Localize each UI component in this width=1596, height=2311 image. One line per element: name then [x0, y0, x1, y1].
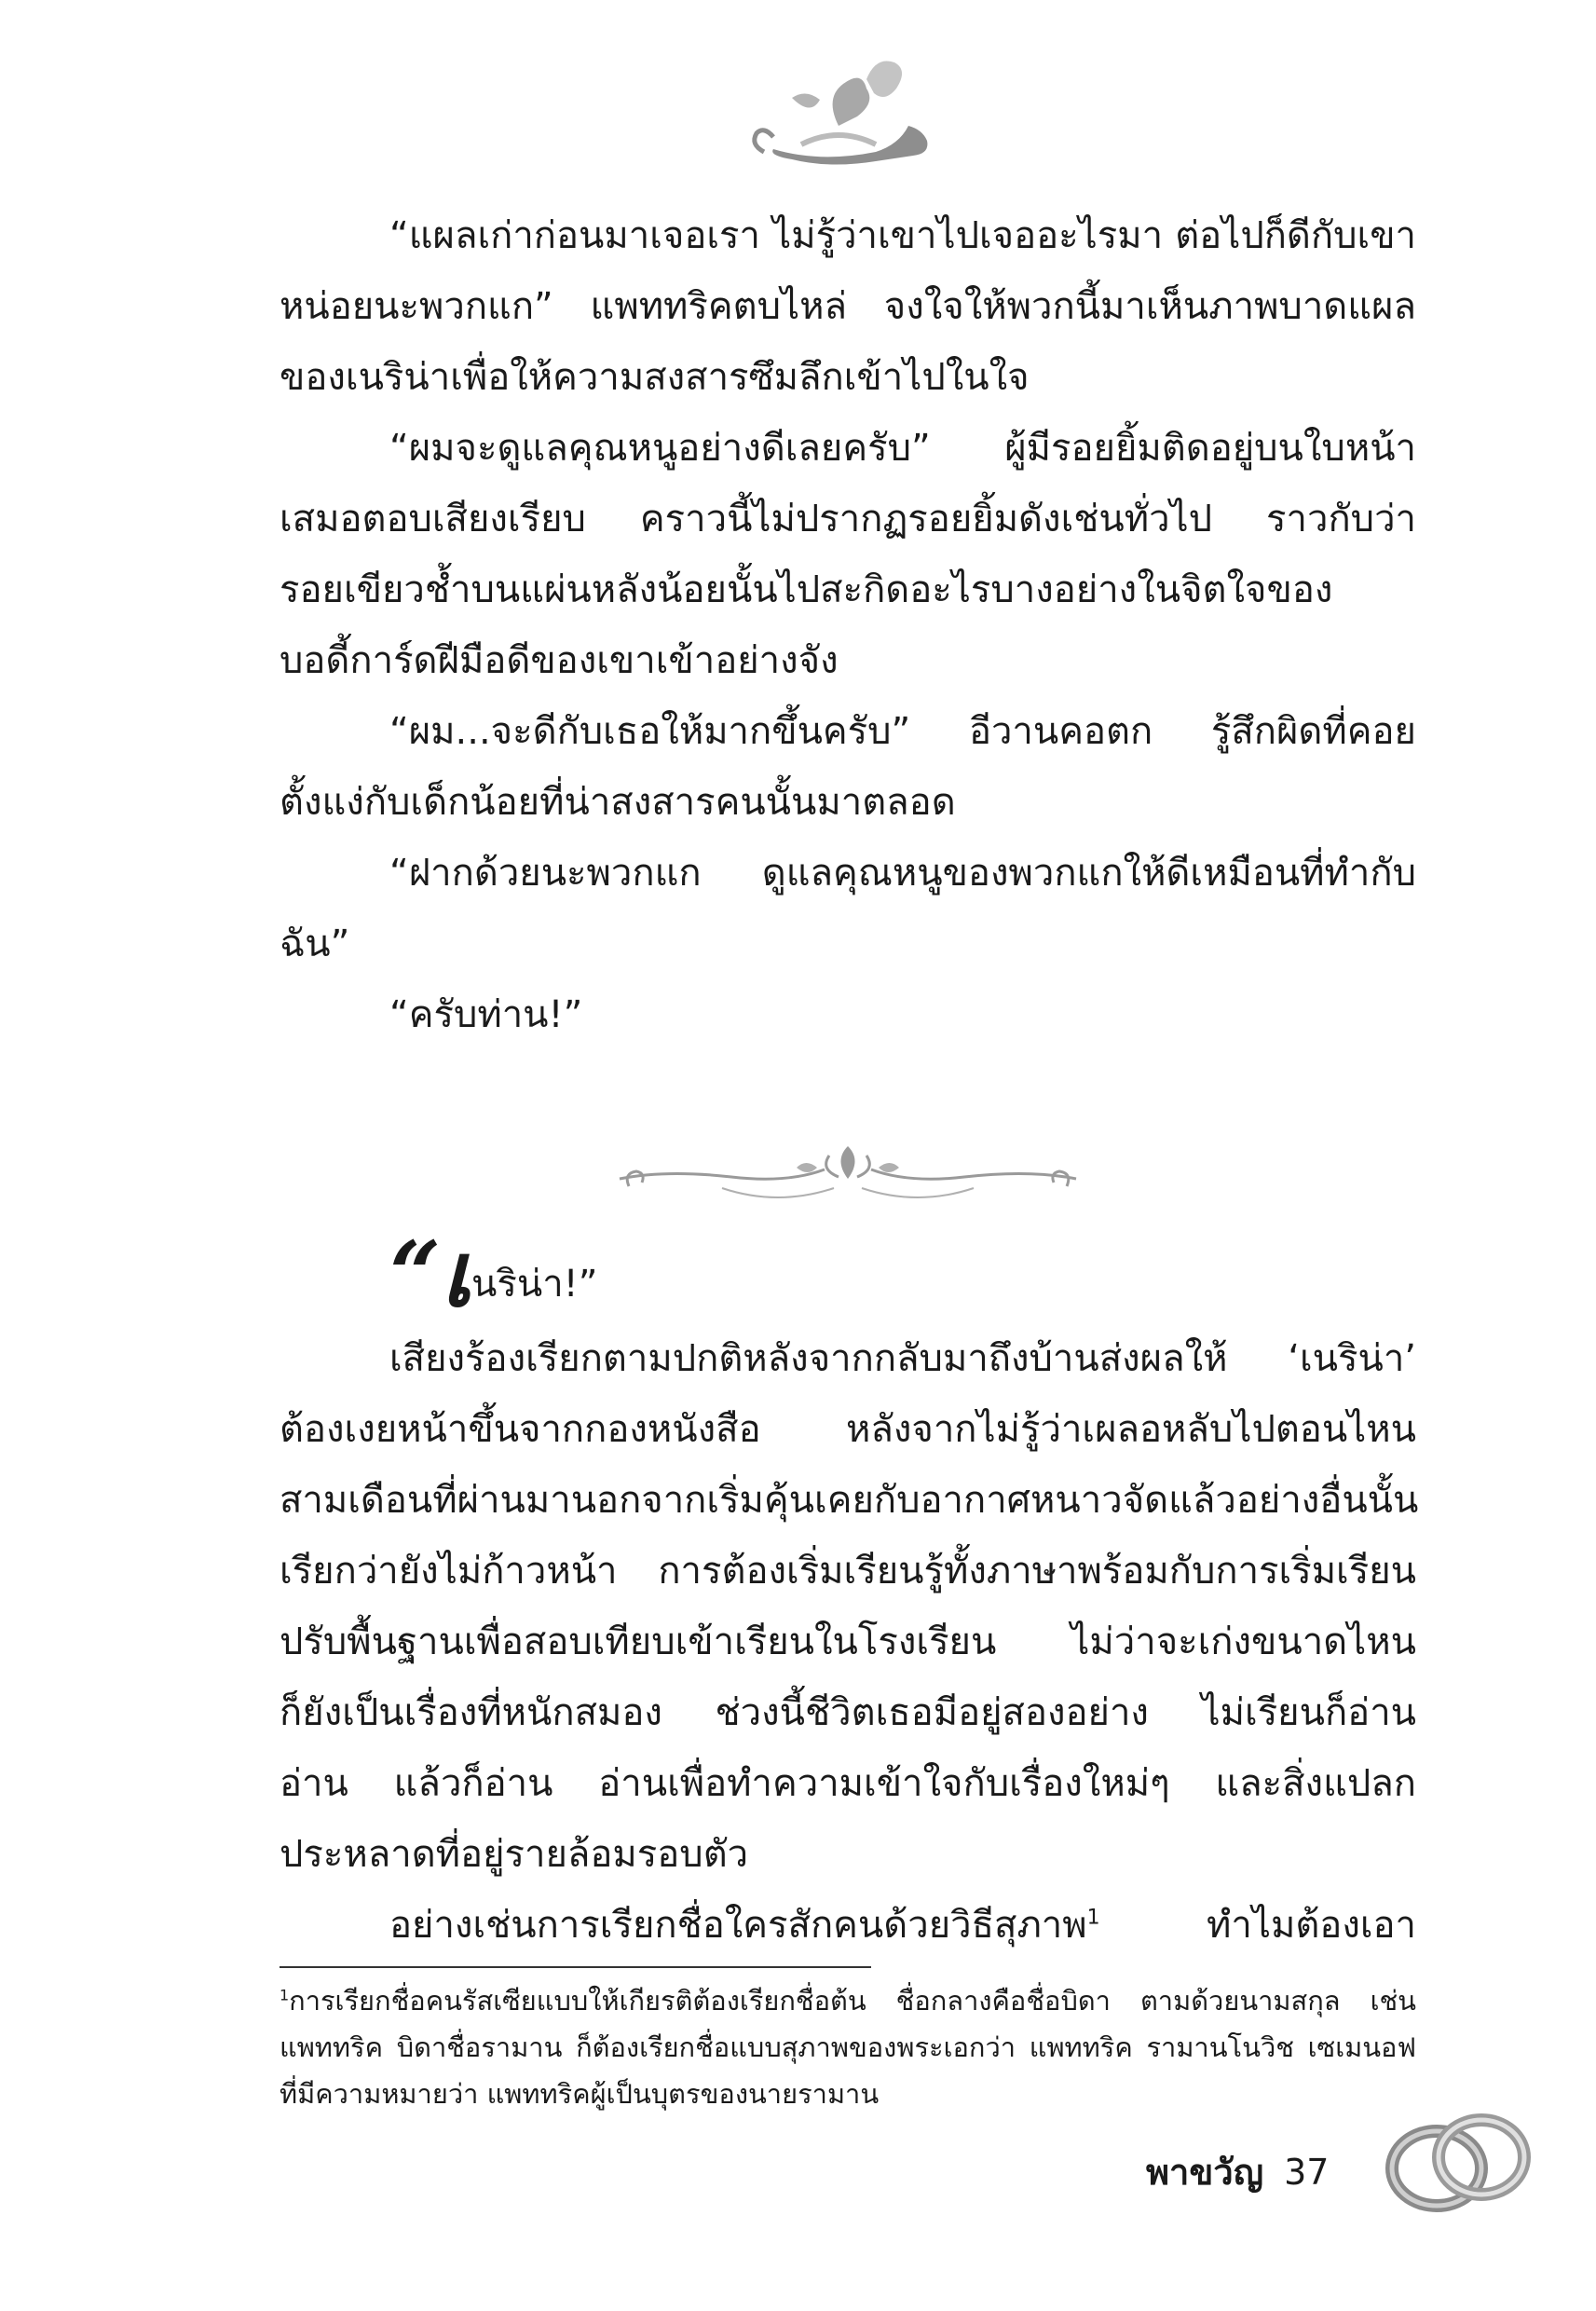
footnote-marker: 1 [280, 1986, 290, 2004]
paragraph-line [389, 1890, 1416, 1961]
paragraph-text: ทำไมต้องเอา [1207, 1904, 1416, 1947]
page-number: 37 [1284, 2152, 1330, 2193]
footnote-reference: 1 [1086, 1906, 1100, 1930]
paragraph-line: รอยเขียวช้ำบนแผ่นหลังน้อยนั้นไปสะกิดอะไรบางอย่างในจิตใจของ [280, 568, 1333, 611]
footnote-line [280, 1977, 1416, 2024]
paragraph-line: “ครับท่าน!” [389, 993, 583, 1036]
drop-cap: “เ [389, 1222, 472, 1327]
paragraph-line: หน่อยนะพวกแก” แพททริคตบไหล่ จงใจให้พวกนี้มาเห็นภาพบาดแผล [280, 285, 1416, 328]
footnote-divider [280, 1966, 871, 1968]
page-footer [1146, 2143, 1329, 2200]
paragraph-line: ตั้งแง่กับเด็กน้อยที่น่าสงสารคนนั้นมาตลอด [280, 781, 956, 824]
paragraph-line: สามเดือนที่ผ่านมานอกจากเริ่มคุ้นเคยกับอากาศหนาวจัดแล้วอย่างอื่นนั้น [280, 1479, 1419, 1522]
paragraph-line: เสียงร้องเรียกตามปกติหลังจากกลับมาถึงบ้านส่งผลให้ ‘เนริน่า’ [389, 1337, 1416, 1380]
wedding-rings-icon [1379, 2101, 1537, 2222]
paragraph-line: ก็ยังเป็นเรื่องที่หนักสมอง ช่วงนี้ชีวิตเธอมีอยู่สองอย่าง ไม่เรียนก็อ่าน [280, 1691, 1416, 1734]
paragraph-line: ฉัน” [280, 923, 350, 965]
chapter-opening-line [389, 1222, 598, 1327]
paragraph-line: ของเนริน่าเพื่อให้ความสงสารซึมลึกเข้าไปในใจ [280, 356, 1030, 399]
footnote-line: ที่มีความหมายว่า แพททริคผู้เป็นบุตรของนายรามาน [280, 2078, 880, 2110]
paragraph-line: “ผม...จะดีกับเธอให้มากขึ้นครับ” อีวานคอตก รู้สึกผิดที่คอย [389, 710, 1416, 753]
paragraph-line: เสมอตอบเสียงเรียบ คราวนี้ไม่ปรากฏรอยยิ้มดังเช่นทั่วไป ราวกับว่า [280, 498, 1416, 540]
book-title: พาขวัญ [1146, 2152, 1264, 2193]
paragraph-line: ประหลาดที่อยู่รายล้อมรอบตัว [280, 1833, 749, 1876]
paragraph-line: ต้องเงยหน้าขึ้นจากกองหนังสือ หลังจากไม่รู้ว่าเผลอหลับไปตอนไหน [280, 1408, 1416, 1451]
paragraph-line: “ผมจะดูแลคุณหนูอย่างดีเลยครับ” ผู้มีรอยยิ้มติดอยู่บนใบหน้า [389, 427, 1416, 470]
paragraph-line: บอดี้การ์ดฝีมือดีของเขาเข้าอย่างจัง [280, 639, 839, 682]
paragraph-line: เรียกว่ายังไม่ก้าวหน้า การต้องเริ่มเรียนรู้ทั้งภาษาพร้อมกับการเริ่มเรียน [280, 1550, 1416, 1593]
floral-divider-icon [610, 1132, 1085, 1216]
paragraph-line: ปรับพื้นฐานเพื่อสอบเทียบเข้าเรียนในโรงเรียน ไม่ว่าจะเก่งขนาดไหน [280, 1620, 1416, 1663]
paragraph-line: “ฝากด้วยนะพวกแก ดูแลคุณหนูของพวกแกให้ดีเหมือนที่ทำกับ [389, 852, 1416, 895]
paragraph-line: อ่าน แล้วก็อ่าน อ่านเพื่อทำความเข้าใจกับเรื่องใหม่ๆ และสิ่งแปลก [280, 1762, 1416, 1805]
drop-cap-rest: นริน่า!” [471, 1263, 598, 1306]
paragraph-text: อย่างเช่นการเรียกชื่อใครสักคนด้วยวิธีสุภาพ [389, 1904, 1087, 1947]
genie-lamp-emblem-icon [736, 51, 950, 172]
footnote-line: แพททริค บิดาชื่อรามาน ก็ต้องเรียกชื่อแบบสุภาพของพระเอกว่า แพททริค รามานโนวิช เซเมนอฟ [280, 2031, 1416, 2063]
paragraph-line: “แผลเก่าก่อนมาเจอเรา ไม่รู้ว่าเขาไปเจออะไรมา ต่อไปก็ดีกับเขา [389, 214, 1416, 257]
footnote-text: การเรียกชื่อคนรัสเซียแบบให้เกียรติต้องเรียกชื่อต้น ชื่อกลางคือชื่อบิดา ตามด้วยนามสกุล เช่น [289, 1985, 1416, 2017]
